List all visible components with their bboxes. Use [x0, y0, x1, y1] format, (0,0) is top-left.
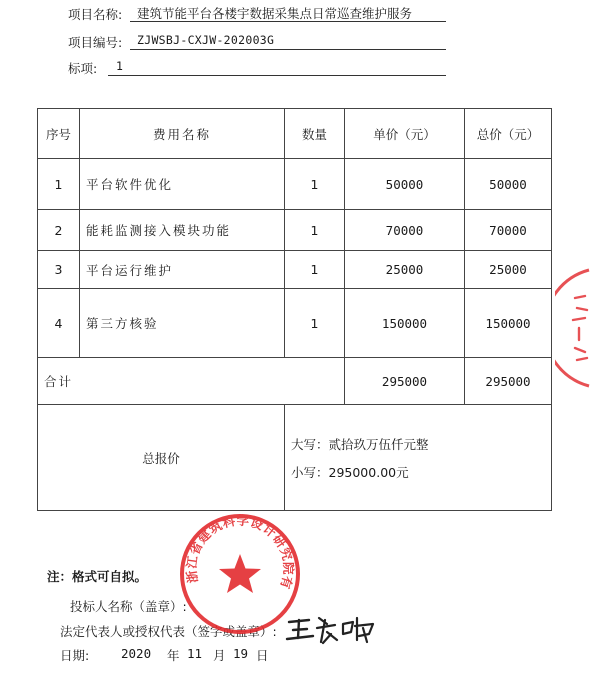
header-cell-qty: 数量 [285, 109, 345, 159]
row-name: 能耗监测接入模块功能 [80, 210, 285, 251]
table-row [38, 159, 552, 210]
date-year-unit: 年 [167, 648, 180, 663]
grand-total-label: 总报价 [38, 405, 285, 511]
grand-total-values [285, 405, 552, 511]
table-header-row [38, 109, 552, 159]
row-unit-price: 25000 [345, 251, 465, 289]
project-number-label: 项目编号: [68, 35, 123, 50]
row-unit-price: 70000 [345, 210, 465, 251]
seal-text: 浙江省建筑科学设计研究院有 [183, 512, 297, 592]
header-cell-name: 费用名称 [80, 109, 285, 159]
row-name: 平台运行维护 [80, 251, 285, 289]
table-row [38, 210, 552, 251]
date-day: 19 [233, 646, 249, 661]
row-no: 3 [38, 251, 80, 289]
subtotal-label: 合计 [38, 358, 345, 405]
row-qty: 1 [285, 251, 345, 289]
header-cell-total: 总价（元） [465, 109, 552, 159]
subtotal-total: 295000 [465, 358, 552, 405]
lot-value: 1 [116, 59, 124, 73]
project-number-value: ZJWSBJ-CXJW-202003G [137, 33, 275, 47]
row-qty: 1 [285, 289, 345, 358]
date-year: 2020 [121, 646, 152, 661]
header-cell-no: 序号 [38, 109, 80, 159]
project-name-label: 项目名称: [68, 7, 123, 22]
row-qty: 1 [285, 210, 345, 251]
row-total: 50000 [465, 159, 552, 210]
date-month: 11 [187, 646, 203, 661]
row-qty: 1 [285, 159, 345, 210]
project-name-value: 建筑节能平台各楼宇数据采集点日常巡查维护服务 [137, 6, 413, 21]
company-seal-icon [178, 512, 302, 640]
subtotal-row [38, 358, 552, 405]
date-month-unit: 月 [213, 648, 226, 663]
table-row [38, 289, 552, 358]
row-total: 150000 [465, 289, 552, 358]
partial-seal-icon [555, 268, 590, 392]
bidder-name-label: 投标人名称（盖章）: [70, 599, 187, 614]
lot-label: 标项: [68, 61, 98, 76]
subtotal-unit-price: 295000 [345, 358, 465, 405]
row-name: 第三方核验 [80, 289, 285, 358]
row-unit-price: 50000 [345, 159, 465, 210]
row-name: 平台软件优化 [80, 159, 285, 210]
project-number-underline [130, 49, 446, 50]
table-row [38, 251, 552, 289]
fee-table [37, 108, 552, 511]
grand-total-row [38, 405, 552, 511]
grand-total-upper: 大写：贰拾玖万伍仟元整 [291, 436, 429, 452]
date-day-unit: 日 [256, 648, 269, 663]
row-no: 4 [38, 289, 80, 358]
row-no: 2 [38, 210, 80, 251]
row-unit-price: 150000 [345, 289, 465, 358]
row-total: 70000 [465, 210, 552, 251]
row-no: 1 [38, 159, 80, 210]
row-total: 25000 [465, 251, 552, 289]
format-note: 注：格式可自拟。 [47, 569, 148, 584]
date-label: 日期: [60, 648, 90, 663]
lot-underline [108, 75, 446, 76]
grand-total-lower: 小写：295000.00元 [291, 464, 409, 480]
representative-label: 法定代表人或授权代表（签字或盖章）: [60, 624, 277, 639]
header-cell-unit-price: 单价（元） [345, 109, 465, 159]
